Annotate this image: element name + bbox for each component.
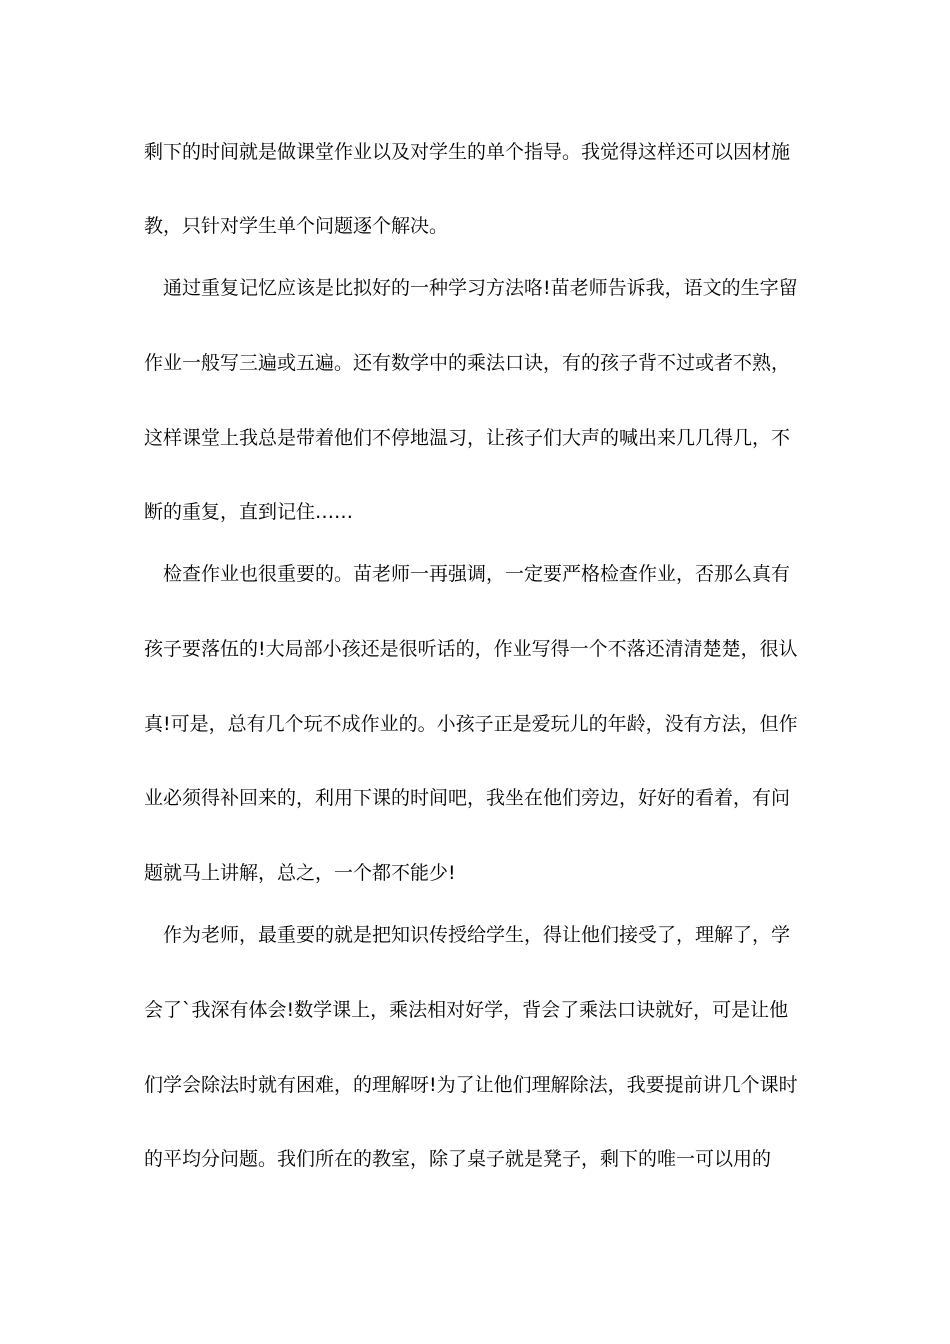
text-line-2: 教，只针对学生单个问题逐个解决。 bbox=[144, 215, 449, 237]
text-line-6: 断的重复，直到记住…… bbox=[144, 501, 354, 523]
text-line-4: 作业一般写三遍或五遍。还有数学中的乘法口诀，有的孩子背不过或者不熟， bbox=[144, 352, 791, 374]
text-line-7: 检查作业也很重要的。苗老师一再强调，一定要严格检查作业，否那么真有 bbox=[163, 563, 791, 585]
text-line-9: 真!可是，总有几个玩不成作业的。小孩子正是爱玩儿的年龄，没有方法，但作 bbox=[144, 713, 798, 735]
text-line-1: 剩下的时间就是做课堂作业以及对学生的单个指导。我觉得这样还可以因材施 bbox=[144, 141, 791, 163]
text-line-8: 孩子要落伍的!大局部小孩还是很听话的，作业写得一个不落还清清楚楚，很认 bbox=[144, 638, 798, 660]
text-line-12: 作为老师，最重要的就是把知识传授给学生，得让他们接受了，理解了，学 bbox=[163, 924, 791, 946]
text-line-10: 业必须得补回来的，利用下课的时间吧，我坐在他们旁边，好好的看着，有问 bbox=[144, 787, 791, 809]
text-line-13: 会了`我深有体会!数学课上，乘法相对好学，背会了乘法口诀就好，可是让他 bbox=[144, 999, 789, 1021]
text-line-14: 们学会除法时就有困难，的理解呀!为了让他们理解除法，我要提前讲几个课时 bbox=[144, 1074, 798, 1096]
text-line-5: 这样课堂上我总是带着他们不停地温习，让孩子们大声的喊出来几几得几，不 bbox=[144, 427, 791, 449]
text-line-3: 通过重复记忆应该是比拟好的一种学习方法咯!苗老师告诉我，语文的生字留 bbox=[163, 277, 798, 299]
text-line-11: 题就马上讲解，总之，一个都不能少! bbox=[144, 862, 456, 884]
text-line-15: 的平均分问题。我们所在的教室，除了桌子就是凳子，剩下的唯一可以用的 bbox=[144, 1148, 772, 1170]
